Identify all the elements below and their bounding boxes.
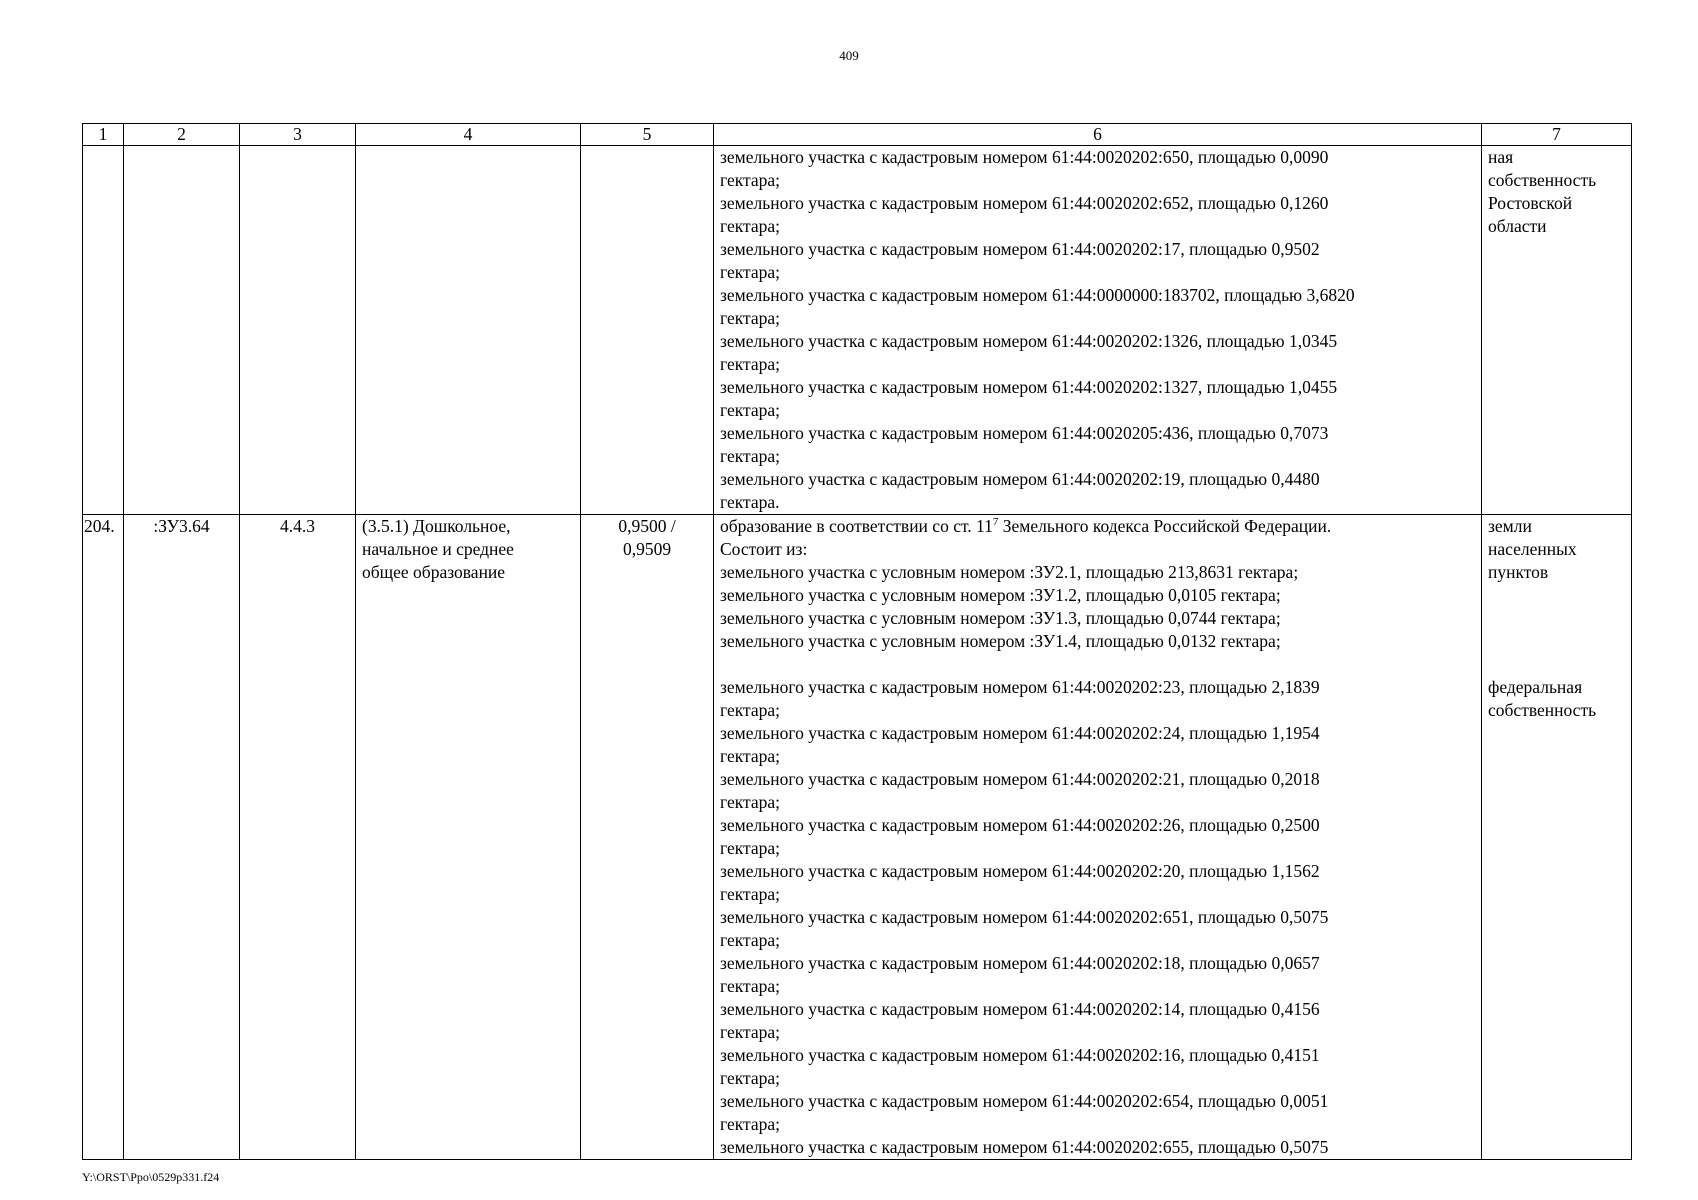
land-category xyxy=(1482,515,1632,1160)
description-line: гектара. xyxy=(720,492,780,512)
description-line: земельного участка с кадастровым номером 61:44:0020202:21, площадью 0,2018 xyxy=(720,769,1320,789)
permitted-use-line: общее образование xyxy=(362,562,506,582)
description-line: земельного участка с кадастровым номером 61:44:0020202:19, площадью 0,4480 xyxy=(720,469,1320,489)
land-category-spacer xyxy=(1488,630,1625,653)
land-category-line: пунктов xyxy=(1488,562,1549,582)
plot-area xyxy=(581,515,714,1160)
description-line: гектара; xyxy=(720,1068,780,1088)
land-category-spacer xyxy=(1488,584,1625,607)
description-line: гектара; xyxy=(720,170,780,190)
row-number: 204. xyxy=(83,515,124,1160)
description-line: гектара; xyxy=(720,354,780,374)
header-col-5: 5 xyxy=(581,124,714,146)
description-line: Состоит из: xyxy=(720,539,808,559)
description-line: земельного участка с кадастровым номером 61:44:0020202:20, площадью 1,1562 xyxy=(720,861,1320,881)
description-line: гектара; xyxy=(720,400,780,420)
file-path-footer: Y:\ORST\Ppo\0529p331.f24 xyxy=(82,1170,220,1184)
description-line: земельного участка с кадастровым номером 61:44:0020202:652, площадью 0,1260 xyxy=(720,193,1329,213)
description-line: земельного участка с условным номером :ЗУ1.2, площадью 0,0105 гектара; xyxy=(720,585,1281,605)
ownership-line: собственность xyxy=(1488,170,1597,190)
cell-zone xyxy=(240,146,356,515)
permitted-use xyxy=(356,515,581,1160)
zone-code: 4.4.3 xyxy=(240,515,356,1160)
description-line: земельного участка с кадастровым номером 61:44:0000000:183702, площадью 3,6820 xyxy=(720,285,1355,305)
ownership-line: ная xyxy=(1488,147,1514,167)
ownership-line: собственность xyxy=(1488,700,1597,720)
description-line: земельного участка с условным номером :ЗУ1.4, площадью 0,0132 гектара; xyxy=(720,631,1281,651)
description-line: гектара; xyxy=(720,1022,780,1042)
description-line: гектара; xyxy=(720,308,780,328)
description-line: земельного участка с кадастровым номером 61:44:0020202:1327, площадью 1,0455 xyxy=(720,377,1338,397)
intro-superscript: 7 xyxy=(992,516,999,529)
description-line: земельного участка с кадастровым номером 61:44:0020202:654, площадью 0,0051 xyxy=(720,1091,1329,1111)
description-line: земельного участка с кадастровым номером 61:44:0020202:16, площадью 0,4151 xyxy=(720,1045,1320,1065)
description-line: земельного участка с условным номером :ЗУ2.1, площадью 213,8631 гектара; xyxy=(720,562,1299,582)
header-col-6: 6 xyxy=(714,124,1482,146)
permitted-use-line: (3.5.1) Дошкольное, xyxy=(362,516,511,536)
description-line: земельного участка с кадастровым номером 61:44:0020202:650, площадью 0,0090 xyxy=(720,147,1329,167)
land-category-spacer xyxy=(1488,607,1625,630)
table-row-204 xyxy=(83,515,1632,1160)
header-col-3: 3 xyxy=(240,124,356,146)
cell-number xyxy=(83,146,124,515)
intro-text-rest: Земельного кодекса Российской Федерации. xyxy=(998,516,1332,536)
description-line: гектара; xyxy=(720,700,780,720)
description-line: земельного участка с кадастровым номером 61:44:0020205:436, площадью 0,7073 xyxy=(720,423,1329,443)
cell-ownership xyxy=(1482,146,1632,515)
description-line: земельного участка с кадастровым номером 61:44:0020202:23, площадью 2,1839 xyxy=(720,677,1320,697)
cell-use xyxy=(356,146,581,515)
header-col-1: 1 xyxy=(83,124,124,146)
land-category-line: населенных xyxy=(1488,539,1577,559)
description-line: земельного участка с кадастровым номером 61:44:0020202:655, площадью 0,5075 xyxy=(720,1137,1329,1157)
plot-code: :ЗУ3.64 xyxy=(124,515,240,1160)
description-gap xyxy=(720,653,1475,676)
land-plots-table xyxy=(82,123,1632,1160)
permitted-use-line: начальное и среднее xyxy=(362,539,514,559)
description-line: гектара; xyxy=(720,262,780,282)
description-line: земельного участка с кадастровым номером 61:44:0020202:26, площадью 0,2500 xyxy=(720,815,1320,835)
plot-area-line: 0,9509 xyxy=(622,539,672,559)
description-line: гектара; xyxy=(720,838,780,858)
description-line: земельного участка с кадастровым номером 61:44:0020202:1326, площадью 1,0345 xyxy=(720,331,1338,351)
land-category-line: земли xyxy=(1488,516,1532,536)
ownership-line: Ростовской xyxy=(1488,193,1573,213)
table-row-continuation xyxy=(83,146,1632,515)
intro-text: образование в соответствии со ст. 11 xyxy=(720,516,993,536)
description-line: земельного участка с кадастровым номером 61:44:0020202:651, площадью 0,5075 xyxy=(720,907,1329,927)
formation-description xyxy=(714,515,1482,1160)
ownership-line: федеральная xyxy=(1488,677,1583,697)
header-col-4: 4 xyxy=(356,124,581,146)
cell-area xyxy=(581,146,714,515)
table-header-row xyxy=(83,124,1632,146)
description-line: земельного участка с кадастровым номером 61:44:0020202:17, площадью 0,9502 xyxy=(720,239,1320,259)
description-line: земельного участка с условным номером :ЗУ1.3, площадью 0,0744 гектара; xyxy=(720,608,1281,628)
description-line: гектара; xyxy=(720,976,780,996)
description-line: гектара; xyxy=(720,446,780,466)
description-line: гектара; xyxy=(720,1114,780,1134)
header-col-7: 7 xyxy=(1482,124,1632,146)
land-category-spacer xyxy=(1488,653,1625,676)
description-line: гектара; xyxy=(720,930,780,950)
page-number: 409 xyxy=(839,48,859,63)
description-line: гектара; xyxy=(720,216,780,236)
description-line: гектара; xyxy=(720,884,780,904)
description-line: земельного участка с кадастровым номером 61:44:0020202:24, площадью 1,1954 xyxy=(720,723,1320,743)
header-col-2: 2 xyxy=(124,124,240,146)
description-line: земельного участка с кадастровым номером 61:44:0020202:14, площадью 0,4156 xyxy=(720,999,1320,1019)
description-line: гектара; xyxy=(720,792,780,812)
description-intro xyxy=(720,515,1475,538)
cell-code xyxy=(124,146,240,515)
description-line: земельного участка с кадастровым номером 61:44:0020202:18, площадью 0,0657 xyxy=(720,953,1320,973)
ownership-line: области xyxy=(1488,216,1547,236)
plot-area-line: 0,9500 / xyxy=(618,516,676,536)
description-line: гектара; xyxy=(720,746,780,766)
cell-description xyxy=(714,146,1482,515)
